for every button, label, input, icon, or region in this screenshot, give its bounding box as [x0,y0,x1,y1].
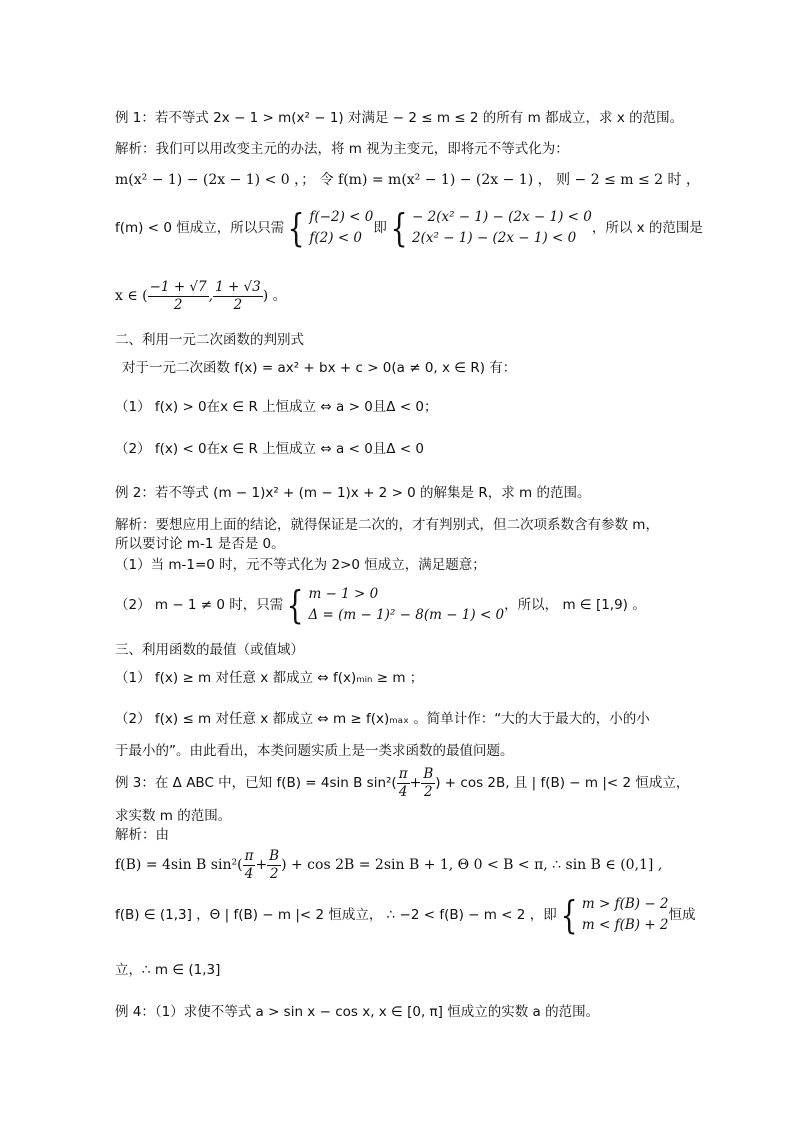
system-4-row-2: m < f(B) + 2 [581,917,669,933]
analysis-3-range [115,893,696,937]
fraction-denominator: 2 [173,296,183,313]
system-2-row-1: − 2(x² − 1) − (2x − 1) < 0 [412,209,592,225]
example-2: 例 2：若不等式 (m − 1)x² + (m − 1)x + 2 > 0 的解集是 R，求 m 的范围。 [115,485,591,501]
brace-icon: { [286,583,304,627]
separator: , [208,288,214,304]
system-4 [557,894,669,936]
fraction-1 [148,279,209,314]
brace-icon: { [287,206,305,250]
section-3-case-2: （2） f(x) ≤ m 对任意 x 都成立 ⇔ m ≥ f(x)ₘₐₓ 。简单计作：“大的大于最大的，小的小 [115,711,650,727]
brace-icon: { [390,206,408,250]
system-3-row-1: m − 1 > 0 [308,586,379,602]
text: ，所以， m ∈ [1,9) 。 [504,597,646,613]
text: 例 3：在 Δ ABC 中，已知 f(B) = 4sin B sin²( [115,775,397,791]
range-result-1 [115,276,287,316]
fraction-denominator: 4 [244,865,254,882]
fraction-pi-4 [397,766,410,801]
fraction-numerator: −1 + √7 [149,278,207,295]
system-1 [284,207,373,249]
plus-sign: + [409,775,422,791]
fraction-pi-4 [243,848,256,883]
system-2 [387,207,592,249]
text: （2） m − 1 ≠ 0 时，只需 [115,597,284,613]
analysis-2-case-1: （1）当 m-1=0 时，元不等式化为 2>0 恒成立，满足题意； [115,557,486,573]
brace-icon: { [560,893,578,937]
fraction-numerator: B [423,765,434,782]
system-4-row-1: m > f(B) − 2 [581,896,669,912]
section-2-intro: 对于一元二次函数 f(x) = ax² + bx + c > 0(a ≠ 0, x ∈ R) 有： [122,360,517,376]
analysis-2-case-2 [115,583,646,627]
system-3-row-2: Δ = (m − 1)² − 8(m − 1) < 0 [308,607,505,623]
analysis-2-line-2: 所以要讨论 m-1 是否是 0。 [115,536,285,552]
fraction-b-2 [421,766,435,801]
example-3 [115,763,689,803]
section-3-note: 于最小的”。由此看出，本类问题实质上是一类求函数的最值问题。 [115,743,514,759]
system-2-row-2: 2(x² − 1) − (2x − 1) < 0 [412,230,577,246]
fraction-numerator: π [398,765,408,782]
text: ) + cos 2B, 且 | f(B) − m |< 2 恒成立， [435,775,690,791]
example-4: 例 4：（1）求使不等式 a > sin x − cos x, x ∈ [0, π] 恒成立的实数 a 的范围。 [115,1004,600,1020]
analysis-1: 解析：我们可以用改变主元的办法，将 m 视为主变元，即将元不等式化为： [115,141,569,157]
text: x ∈ ( [115,288,148,304]
analysis-2-line-1: 解析：要想应用上面的结论，就得保证是二次的，才有判别式，但二次项系数含有参数 m， [115,517,659,533]
fraction-2 [213,279,263,314]
fraction-b-2 [267,848,281,883]
text: ，所以 x 的范围是 [591,220,703,236]
system-1-row-1: f(−2) < 0 [309,209,374,225]
text: f(m) < 0 恒成立，所以只需 [115,220,285,236]
text: 即 [373,220,387,236]
analysis-1-formula: m(x² − 1) − (2x − 1) < 0 ，； 令 f(m) = m(x² − 1) − (2x − 1) ， 则 − 2 ≤ m ≤ 2 时 ， [115,172,700,188]
text: f(B) ∈ (1,3] ，Θ | f(B) − m |< 2 恒成立， ∴ −2 < f(B) − m < 2 ，即 [115,907,557,923]
example-3-question: 求实数 m 的范围。 [115,808,232,824]
fraction-denominator: 2 [233,296,243,313]
text: f(B) = 4sin B sin²( [115,857,243,873]
text: 恒成 [668,907,696,923]
section-3-heading: 三、利用函数的最值（或值域） [115,642,304,658]
analysis-3-formula [115,845,662,885]
section-2-case-1: （1） f(x) > 0在x ∈ R 上恒成立 ⇔ a > 0且Δ < 0； [115,399,438,415]
fraction-denominator: 2 [269,865,279,882]
fraction-denominator: 2 [423,783,433,800]
text: ) 。 [262,288,287,304]
section-2-heading: 二、利用一元二次函数的判别式 [115,332,304,348]
system-3 [283,584,504,626]
plus-sign: + [255,857,268,873]
section-3-case-1: （1） f(x) ≥ m 对任意 x 都成立 ⇔ f(x)ₘᵢₙ ≥ m ； [115,670,424,686]
fraction-denominator: 4 [398,783,408,800]
system-1-row-2: f(2) < 0 [309,230,363,246]
fraction-numerator: π [244,847,254,864]
analysis-1-systems [115,206,703,250]
analysis-3-result: 立，∴ m ∈ (1,3] [115,962,221,978]
text: ) + cos 2B = 2sin B + 1, Θ 0 < B < π, ∴ sin B ∈ (0,1] , [281,857,663,873]
analysis-3-label: 解析：由 [115,827,169,843]
fraction-numerator: 1 + √3 [215,278,261,295]
section-2-case-2: （2） f(x) < 0在x ∈ R 上恒成立 ⇔ a < 0且Δ < 0 [115,441,425,457]
example-1: 例 1：若不等式 2x − 1 > m(x² − 1) 对满足 − 2 ≤ m ≤ 2 的所有 m 都成立，求 x 的范围。 [115,110,684,126]
fraction-numerator: B [269,847,280,864]
